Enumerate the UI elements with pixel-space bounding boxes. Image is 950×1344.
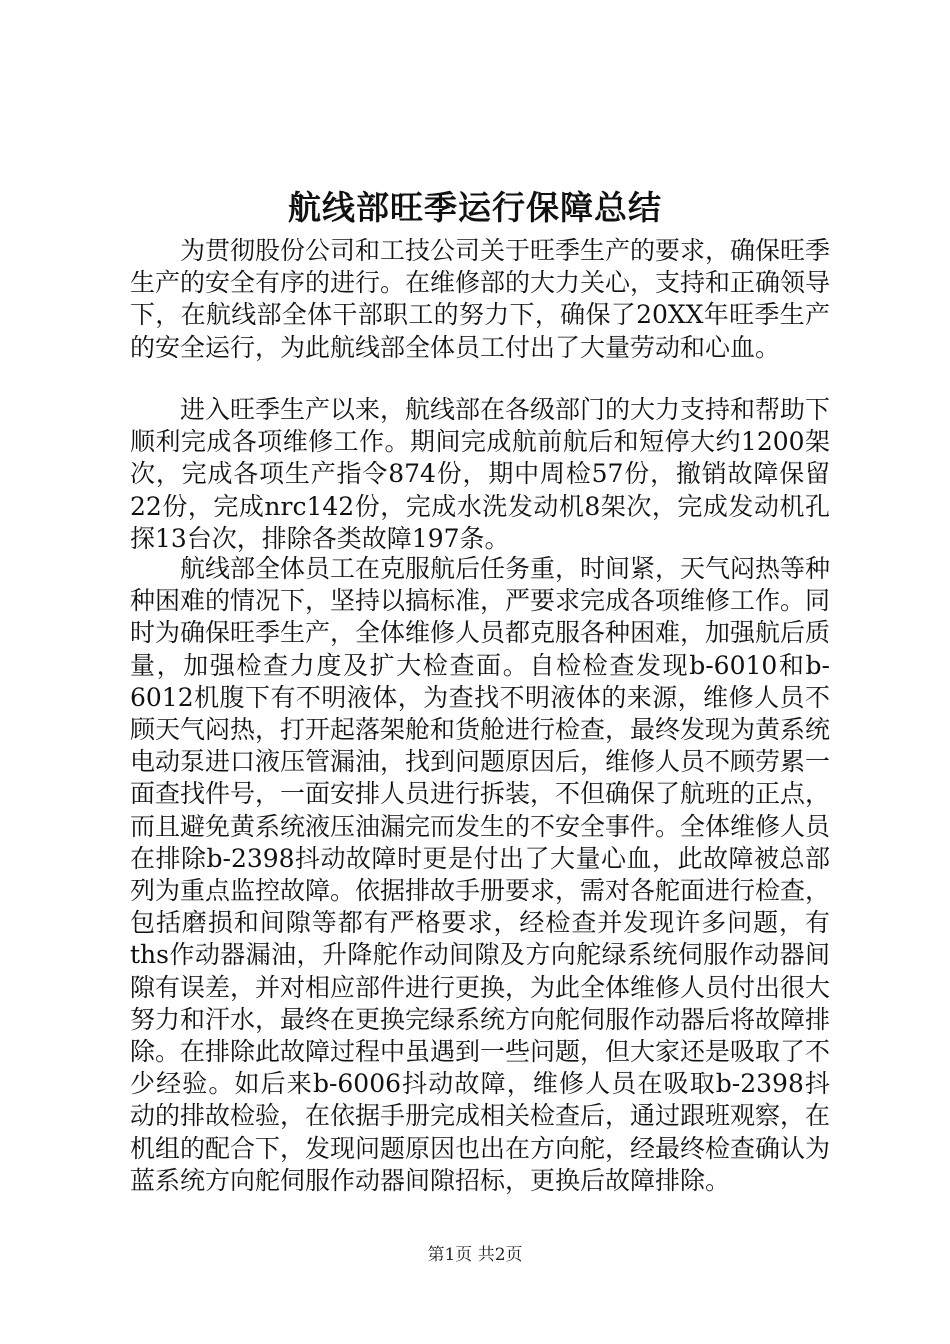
document-title: 航线部旺季运行保障总结	[288, 188, 662, 227]
page-footer: 第1页 共2页	[427, 1245, 523, 1265]
paragraph-maintenance-details: 航线部全体员工在克服航后任务重，时间紧，天气闷热等种种困难的情况下，坚持以搞标准，严要求完成各项维修工作。同时为确保旺季生产，全体维修人员都克服各种困难，加强航后质量，加强检查力度及扩大检查面。自检检查发现b-6010和b-6012机腹下有不明液体，为查找不明液体的来源，维修人员不顾天气闷热，打开起落架舱和货舱进行检查，最终发现为黄系统电动泵进口液压管漏油，找到问题原因后，维修人员不顾劳累一面查找件号，一面安排人员进行拆装，不但确保了航班的正点，而且避免黄系统液压油漏完而发生的不安全事件。全体维修人员在排除b-2398抖动故障时更是付出了大量心血，此故障被总部列为重点监控故障。依据排故手册要求，需对各舵面进行检查，包括磨损和间隙等都有严格要求，经检查并发现许多问题，有ths作动器漏油，升降舵作动间隙及方向舵绿系统伺服作动器间隙有误差，并对相应部件进行更换，为此全体维修人员付出很大努力和汗水，最终在更换完绿系统方向舵伺服作动器后将故障排除。在排除此故障过程中虽遇到一些问题，但大家还是吸取了不少经验。如后来b-6006抖动故障，维修人员在吸取b-2398抖动的排故检验，在依据手册完成相关检查后，通过跟班观察，在机组的配合下，发现问题原因也出在方向舵，经最终检查确认为蓝系统方向舵伺服作动器间隙招标，更换后故障排除。	[130, 554, 831, 1195]
paragraph-intro: 为贯彻股份公司和工技公司关于旺季生产的要求，确保旺季生产的安全有序的进行。在维修部的大力关心，支持和正确领导下，在航线部全体干部职工的努力下，确保了20XX年旺季生产的安全运行，为此航线部全体员工付出了大量劳动和心血。	[130, 236, 831, 362]
paragraph-statistics: 进入旺季生产以来，航线部在各级部门的大力支持和帮助下顺利完成各项维修工作。期间完成航前航后和短停大约1200架次，完成各项生产指令874份，期中周检57份，撤销故障保留22份，完成nrc142份，完成水洗发动机8架次，完成发动机孔探13台次，排除各类故障197条。	[130, 395, 831, 553]
